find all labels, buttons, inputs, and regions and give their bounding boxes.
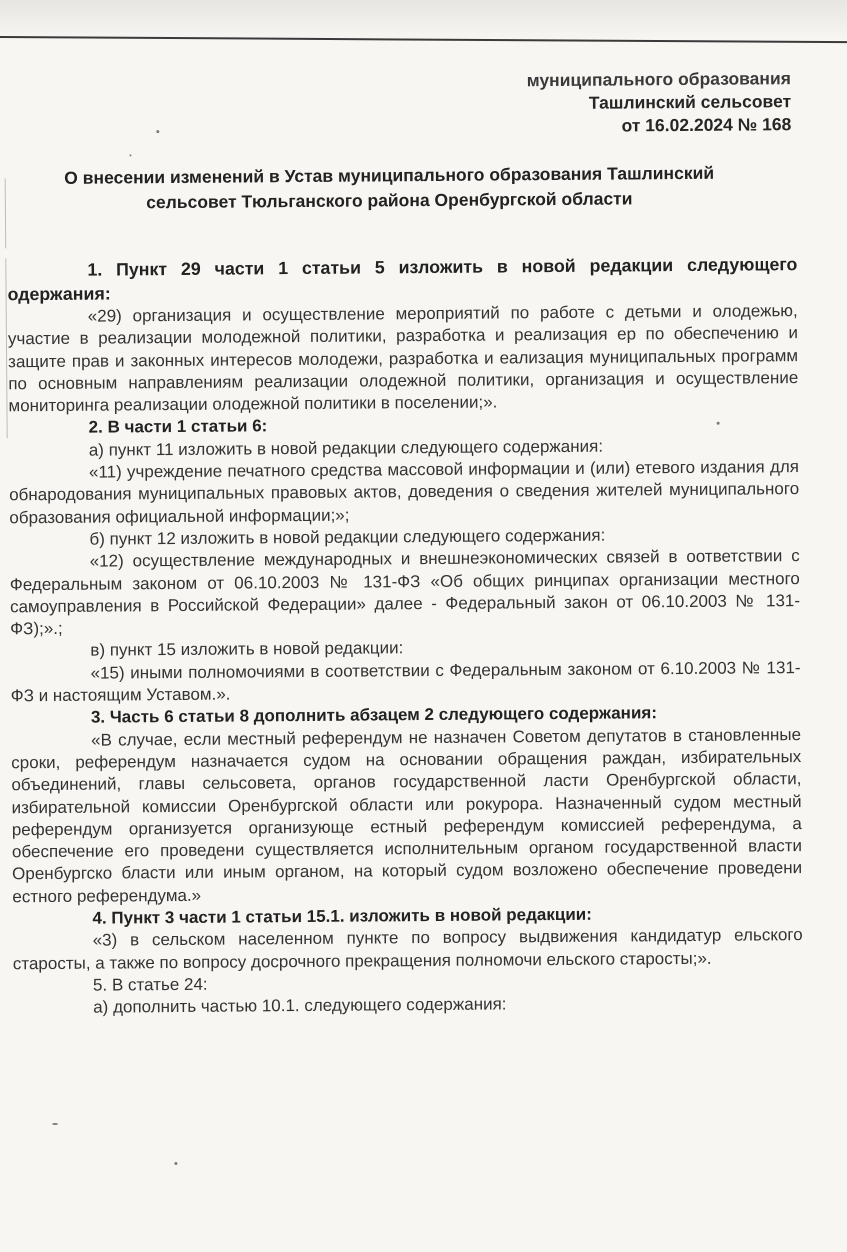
paragraph-5-heading: 5. В статье 24: (92, 974, 208, 995)
paragraph-1-text: «29) организация и осуществление мероприятий по работе с детьми и олодежью, участие в реализации молодежной политики, разработка и реализация ер по обеспечению и защите прав и законных интересов молодежи, разработка и еализация муниципальных программ по основным направлениям реализации олодежной политики, организация и осуществление мониторинга реализации олодежной политики в поселении;». (7, 301, 799, 416)
paragraph-4-text: «3) в сельском населенном пункте по вопросу выдвижения кандидатур ельского старосты, а также по вопросу досрочного прекращения полномочи ельского старосты;». (12, 925, 803, 973)
scan-speck (52, 1123, 58, 1125)
paragraph-2c: в) пункт 15 изложить в новой редакции: (90, 638, 404, 661)
paragraph-1-heading: 1. Пункт 29 части 1 статьи 5 изложить в новой редакции следующего одержания: (7, 254, 798, 305)
scan-speck (129, 154, 131, 156)
title-line-1: О внесении изменений в Устав муниципального образования Ташлинский (64, 162, 715, 188)
paragraph-2a-text: «11) учреждение печатного средства массовой информации и (или) етевого издания для обнародования муниципальных правовых актов, доведения о сведения жителей муниципального образования официальной информации;»; (9, 457, 800, 527)
scan-speck (156, 130, 159, 133)
header-line-municipality: муниципального образования (526, 68, 791, 91)
paragraph-2a: а) пункт 11 изложить в новой редакции следующего содержания: (88, 436, 604, 460)
paragraph-2-heading: 2. В части 1 статьи 6: (88, 416, 268, 438)
header-line-date-number: от 16.02.2024 № 168 (621, 114, 792, 136)
header-line-council: Ташлинский сельсовет (588, 91, 792, 113)
paragraph-4-heading: 4. Пункт 3 части 1 статьи 15.1. изложить в новой редакции: (92, 904, 592, 928)
scan-speck (174, 1162, 177, 1165)
scan-speck (717, 422, 720, 425)
title-line-2: сельсовет Тюльганского района Оренбургской области (146, 188, 633, 213)
paragraph-5a: а) дополнить частью 10.1. следующего содержания: (93, 994, 507, 1017)
document-body (0, 252, 803, 1020)
paragraph-2b-text: «12) осуществление международных и внешнеэкономических связей в оответствии с Федеральным законом от 06.10.2003 № 131-ФЗ «Об общих ринципах организации местного самоуправления в Российской Федерации» далее - Федеральный закон от 06.10.2003 № 131-ФЗ);».; (9, 546, 801, 639)
paragraph-2b: б) пункт 12 изложить в новой редакции следующего содержания: (89, 525, 606, 549)
document-header (527, 67, 792, 138)
paragraph-2c-text: «15) иными полномочиями в соответствии с Федеральным законом от 6.10.2003 № 131-ФЗ и настоящим Уставом.». (10, 657, 801, 706)
document-title (7, 160, 772, 216)
paragraph-3-text: «В случае, если местный референдум не назначен Советом депутатов в становленные сроки, референдум назначается судом на основании обращения раждан, избирательных объединений, главы сельсовета, органов государственной ласти Оренбургской области, избирательной комиссии Оренбургской области или рокурора. Назначенный судом местный референдум организуется организующе естный референдум комиссией референдума, а обеспечение его проведени существляется исполнительным органом государственной власти Оренбургско бласти или иным органом, на который судом возложено обеспечение проведени естного референдума.» (11, 724, 803, 907)
paragraph-3-heading: 3. Часть 6 статьи 8 дополнить абзацем 2 следующего содержания: (90, 703, 658, 728)
